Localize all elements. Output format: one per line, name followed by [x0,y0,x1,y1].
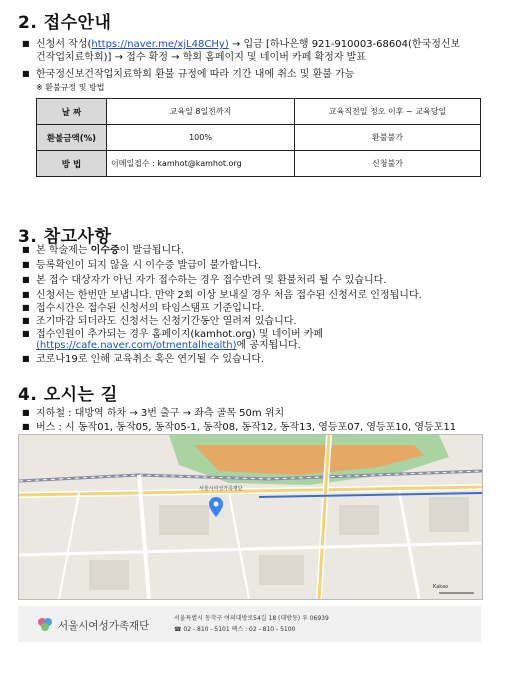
table-header-cell: 날 짜 [37,99,107,125]
refund-note: ※ 환불규정 및 방법 [36,83,105,92]
footer-phone-line: ☎ 02 - 810 - 5101 팩스 : 02 - 810 - 5100 [174,626,296,633]
table-row [37,125,481,151]
location-pin-icon[interactable] [209,497,223,517]
footer-banner [18,606,481,642]
list-item: ■ 코로나19로 인해 교육취소 혹은 연기될 수 있습니다. [22,354,265,365]
bullet-icon: ■ [22,39,30,48]
refund-policy-line: ■ 한국정신보건작업치료학회 환불 규정에 따라 기간 내에 취소 및 환불 가능 [22,69,355,80]
footer-address-line: 서울특별시 동작구 여의대방로54길 18 (대방동) 우 06939 [174,615,329,622]
bullet-icon: ■ [22,275,30,284]
naver-cafe-link[interactable]: (https://cafe.naver.com/otmentalhealth) [36,340,237,351]
application-form-link[interactable]: https://naver.me/xjL48CHy) [91,39,229,50]
table-cell: 이메일접수 : kamhot@kamhot.org [107,151,295,177]
refund-table [36,98,481,177]
bullet-icon: ■ [22,408,30,417]
bullet-icon: ■ [22,354,30,363]
list-item: ■ 본 접수 대상자가 아닌 자가 접수하는 경우 접수반려 및 환불처리 될 수 있습니다. [22,275,387,286]
bullet-icon: ■ [22,260,30,269]
table-cell: 교육일 8일전까지 [107,99,295,125]
bullet-icon: ■ [22,422,30,431]
table-cell: 100% [107,125,295,151]
list-item: ■ 접수인원이 추가되는 경우 홈페이지(kamhot.org) 및 네이버 카페 [22,329,324,340]
table-cell: 환불불가 [295,125,481,151]
bullet-icon: ■ [22,290,30,299]
list-item: ■ 접수시간은 접수된 신청서의 타임스탬프 기준입니다. [22,303,265,314]
section-title-registration: 2. 접수안내 [18,13,112,33]
registration-step-line: ■ 신청서 작성(https://naver.me/xjL48CHy) → 입금 [하나은행 921-910003-68604(한국정신보 [22,39,461,50]
table-row [37,99,481,125]
bus-directions: ■ 버스 : 시 동작01, 동작05, 동작05-1, 동작08, 동작12, 동작13, 영등포07, 영등포10, 영등포11 [22,422,457,433]
table-cell: 교육직전일 정오 이후 ~ 교육당일 [295,99,481,125]
table-row [37,151,481,177]
bullet-icon: ■ [22,316,30,325]
list-item: ■ 신청서는 한번만 보냅니다. 만약 2회 이상 보내실 경우 처음 접수된 신청서로 인정됩니다. [22,290,422,301]
bullet-icon: ■ [22,69,30,78]
section-title-notes: 3. 참고사항 [18,227,112,247]
map-graphic [19,435,482,599]
footer-org-name: 서울시여성가족재단 [58,620,150,632]
list-item-continued: (https://cafe.naver.com/otmentalhealth)에 공지됩니다. [36,340,301,351]
map-attribution: Kakao [433,584,449,590]
location-map[interactable] [18,434,483,600]
list-item: ■ 등록확인이 되지 않을 시 이수증 발급이 불가합니다. [22,260,262,271]
section-title-directions: 4. 오시는 길 [18,385,118,405]
registration-step-continued: 건작업치료학회)] → 접수 확정 → 학회 홈페이지 및 네이버 카페 확정자 발표 [36,52,367,63]
table-header-cell: 방 법 [37,151,107,177]
map-pin-label: 서울시여성가족재단 [199,486,243,492]
list-item: ■ 조기마감 되더라도 신청서는 신청기간동안 열려져 있습니다. [22,316,297,327]
bullet-icon: ■ [22,303,30,312]
list-item: ■ 본 학술제는 이수증이 발급됩니다. [22,245,184,256]
foundation-logo-icon [36,615,54,633]
subway-directions: ■ 지하철 : 대방역 하차 → 3번 출구 → 좌측 골목 50m 위치 [22,408,285,419]
bullet-icon: ■ [22,329,30,338]
table-header-cell: 환불금액(%) [37,125,107,151]
bullet-icon: ■ [22,245,30,254]
table-cell: 신청불가 [295,151,481,177]
footer-address [174,613,329,635]
